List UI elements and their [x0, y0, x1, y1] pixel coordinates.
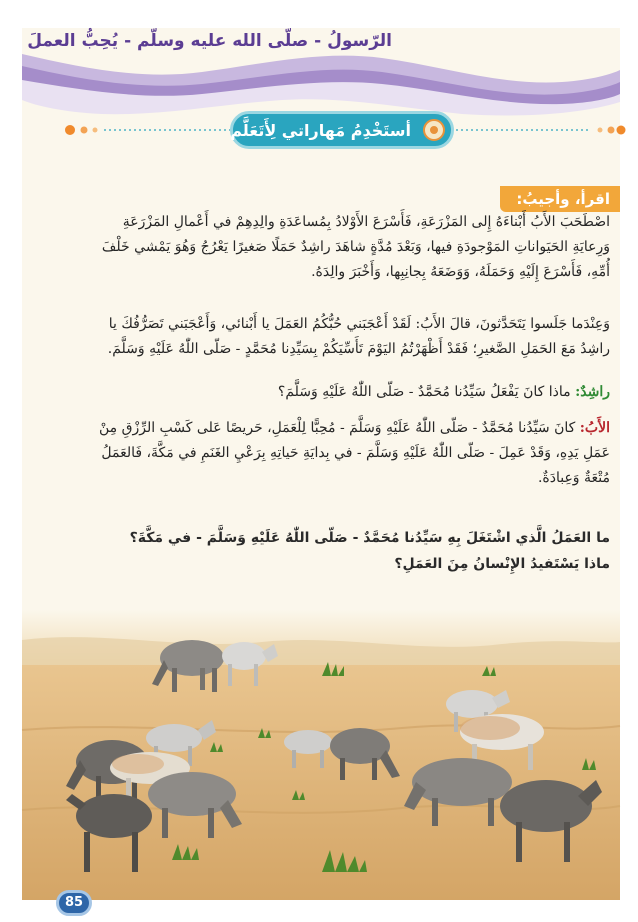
text-line: اصْطَحَبَ الأَبُ أَبْناءَهُ إِلى المَزْرَعَةِ، فَأَسْرَعَ الأَوْلادُ بِمُساعَدَةِ والِدِهِمْ في أَعْمالِ المَزْرَعَةِ — [122, 214, 610, 230]
speaker-father: الأَبُ: — [579, 420, 610, 436]
speaker-rashid: راشِدٌ: — [575, 384, 610, 400]
textbook-page — [22, 28, 620, 910]
text-line: وَعِنْدَما جَلَسوا يَتَحَدَّثونَ، قالَ الأَبُ: لَقَدْ أَعْجَبَني حُبُّكُمُ العَمَلَ يا أَبْنائي، وَأَعْجَبَني تَصَرُّفُكَ يا — [108, 316, 610, 332]
story-paragraph-1 — [25, 210, 610, 285]
question-1: ما العَمَلُ الَّذي اشْتَغَلَ بِهِ سَيِّدُنا مُحَمَّدٌ - صَلّى اللّٰهُ عَلَيْهِ وَسَلَّمَ - في مَكَّةَ؟ — [129, 530, 610, 546]
text-line: وَرِعايَةِ الحَيَواناتِ المَوْجودَةِ فيها، وَبَعْدَ مُدَّةٍ شاهَدَ راشِدٌ حَمَلًا صَغيرًا يَعْرُجُ وَهُوَ يَمْشي خَلْفَ — [101, 239, 610, 255]
flower-icon — [423, 119, 445, 141]
goats-grazing-illustration — [22, 610, 620, 900]
dotted-divider-left — [64, 124, 230, 136]
dotted-divider-right — [456, 124, 626, 136]
story-paragraph-2 — [25, 312, 610, 362]
dialogue-line — [25, 416, 610, 441]
chapter-banner-title: الرّسولُ - صلّى الله عليه وسلّم - يُحِبُّ العملَ — [27, 31, 392, 51]
text-line: راشِدُ مَعَ الحَمَلِ الصَّغيرِ؛ فَقَدْ أَظْهَرْتُمُ اليَوْمَ تَأَسِّيَكُمْ بِسَيِّدِنا مُحَمَّدٍ - صَلّى اللّٰهُ عَلَيْهِ وَسَلَّمَ. — [107, 341, 610, 357]
text-line: أُمِّهِ، فَأَسْرَعَ إِلَيْهِ وَحَمَلَهُ، وَوَضَعَهُ بِجانِبِها، وَأَخْبَرَ والِدَهُ. — [311, 264, 610, 280]
dialogue-line — [25, 380, 610, 405]
dialogue-line: مُتْعَةٌ وَعِبادَةٌ. — [537, 470, 610, 486]
exercise-tag: اقرأ، وأجيبُ: — [500, 186, 620, 212]
dialogue-line: عَمَلِ يَدِهِ، وَقَدْ عَمِلَ - صَلّى اللّٰهُ عَلَيْهِ وَسَلَّمَ - في بِدايَةِ حَياتِهِ بِرَعْيِ الغَنَمِ في مَكَّةَ، فَالعَمَلُ — [101, 445, 610, 461]
rashid-dialogue — [25, 380, 610, 405]
question-2: ماذا يَسْتَفيدُ الإِنْسانُ مِنَ العَمَلِ؟ — [394, 556, 610, 572]
dialogue-text: ماذا كانَ يَفْعَلُ سَيِّدُنا مُحَمَّدٌ - صَلّى اللّٰهُ عَلَيْهِ وَسَلَّمَ؟ — [277, 384, 576, 400]
father-dialogue — [25, 416, 610, 491]
dialogue-text: كانَ سَيِّدُنا مُحَمَّدٌ - صَلّى اللّٰهُ عَلَيْهِ وَسَلَّمَ - مُحِبًّا لِلْعَمَلِ، حَريصًا عَلى كَسْبِ الرِّزْقِ مِنْ — [99, 420, 580, 436]
section-title: أستَخْدِمُ مَهاراتي لِأَتَعَلَّم — [230, 120, 411, 140]
section-title-pill — [230, 111, 454, 149]
page-number-badge: 85 — [56, 890, 92, 916]
